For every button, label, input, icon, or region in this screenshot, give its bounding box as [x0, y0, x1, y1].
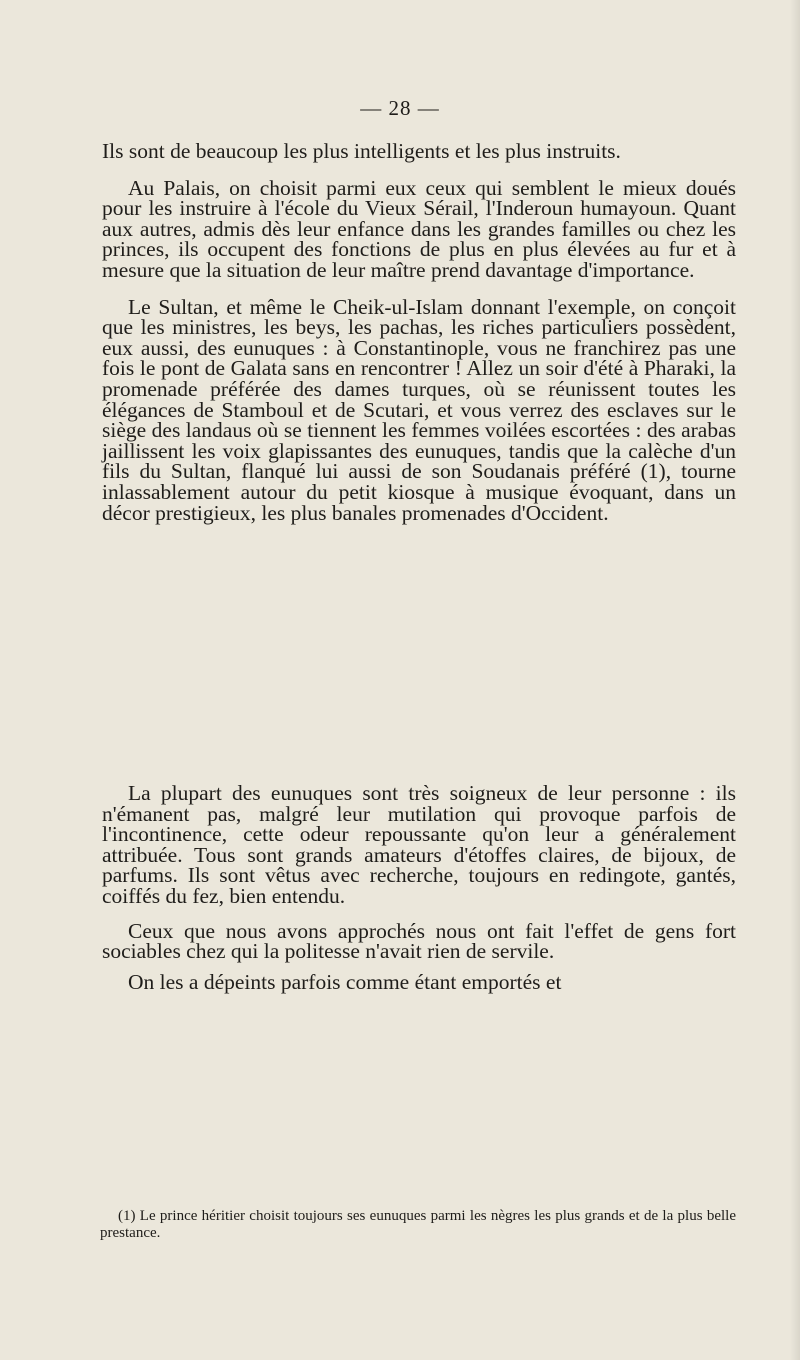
paragraph: On les a dépeints parfois comme étant emportés et	[128, 969, 562, 994]
text-block-bottom	[102, 783, 736, 992]
page-number: — 28 —	[360, 96, 440, 120]
paragraph: Le Sultan, et même le Cheik-ul-Islam donnant l'exemple, on conçoit que les ministres, les beys, les pachas, les riches particuliers possèdent, eux aussi, des eunuques : à Constantinople, vous ne franchirez pas une fois le pont de Galata sans en rencontrer ! Allez un soir d'été à Pharaki, la promenade préférée des dames turques, où se réunissent toutes les élégances de Stamboul et de Scutari, et vous verrez des esclaves sur le siège des landaus où se tiennent les femmes voilées escortées : des arabas jaillissent les voix glapissantes des eunuques, tandis que la calèche d'un fils du Sultan, flanqué lui aussi de son Soudanais préféré (1), tourne inlassablement autour du petit kiosque à musique évoquant, dans un décor prestigieux, les plus banales promenades d'Occident.	[102, 294, 736, 525]
paragraph: Ils sont de beaucoup les plus intelligents et les plus instruits.	[102, 139, 621, 163]
paragraph: La plupart des eunuques sont très soigneux de leur personne : ils n'émanent pas, malgré leur mutilation qui provoque parfois de l'incontinence, cette odeur repoussante qu'on leur a généralement attribuée. Tous sont grands amateurs d'étoffes claires, de bijoux, de parfums. Ils sont vêtus avec recherche, toujours en redingote, gantés, coiffés du fez, bien entendu.	[102, 781, 736, 908]
page-edge-shadow	[790, 0, 800, 1360]
text-block-top	[102, 141, 736, 523]
paragraph: Ceux que nous avons approchés nous ont fait l'effet de gens fort sociables chez qui la politesse n'avait rien de servile.	[102, 918, 736, 964]
footnote: (1) Le prince héritier choisit toujours ses eunuques parmi les nègres les plus grands et de la plus belle prestance.	[100, 1208, 736, 1241]
paragraph: Au Palais, on choisit parmi eux ceux qui semblent le mieux doués pour les instruire à l'école du Vieux Sérail, l'Inderoun humayoun. Quant aux autres, admis dès leur enfance dans les grandes familles ou chez les princes, ils occupent des fonctions de plus en plus élevées au fur et à mesure que la situation de leur maître prend davantage d'importance.	[102, 175, 736, 282]
